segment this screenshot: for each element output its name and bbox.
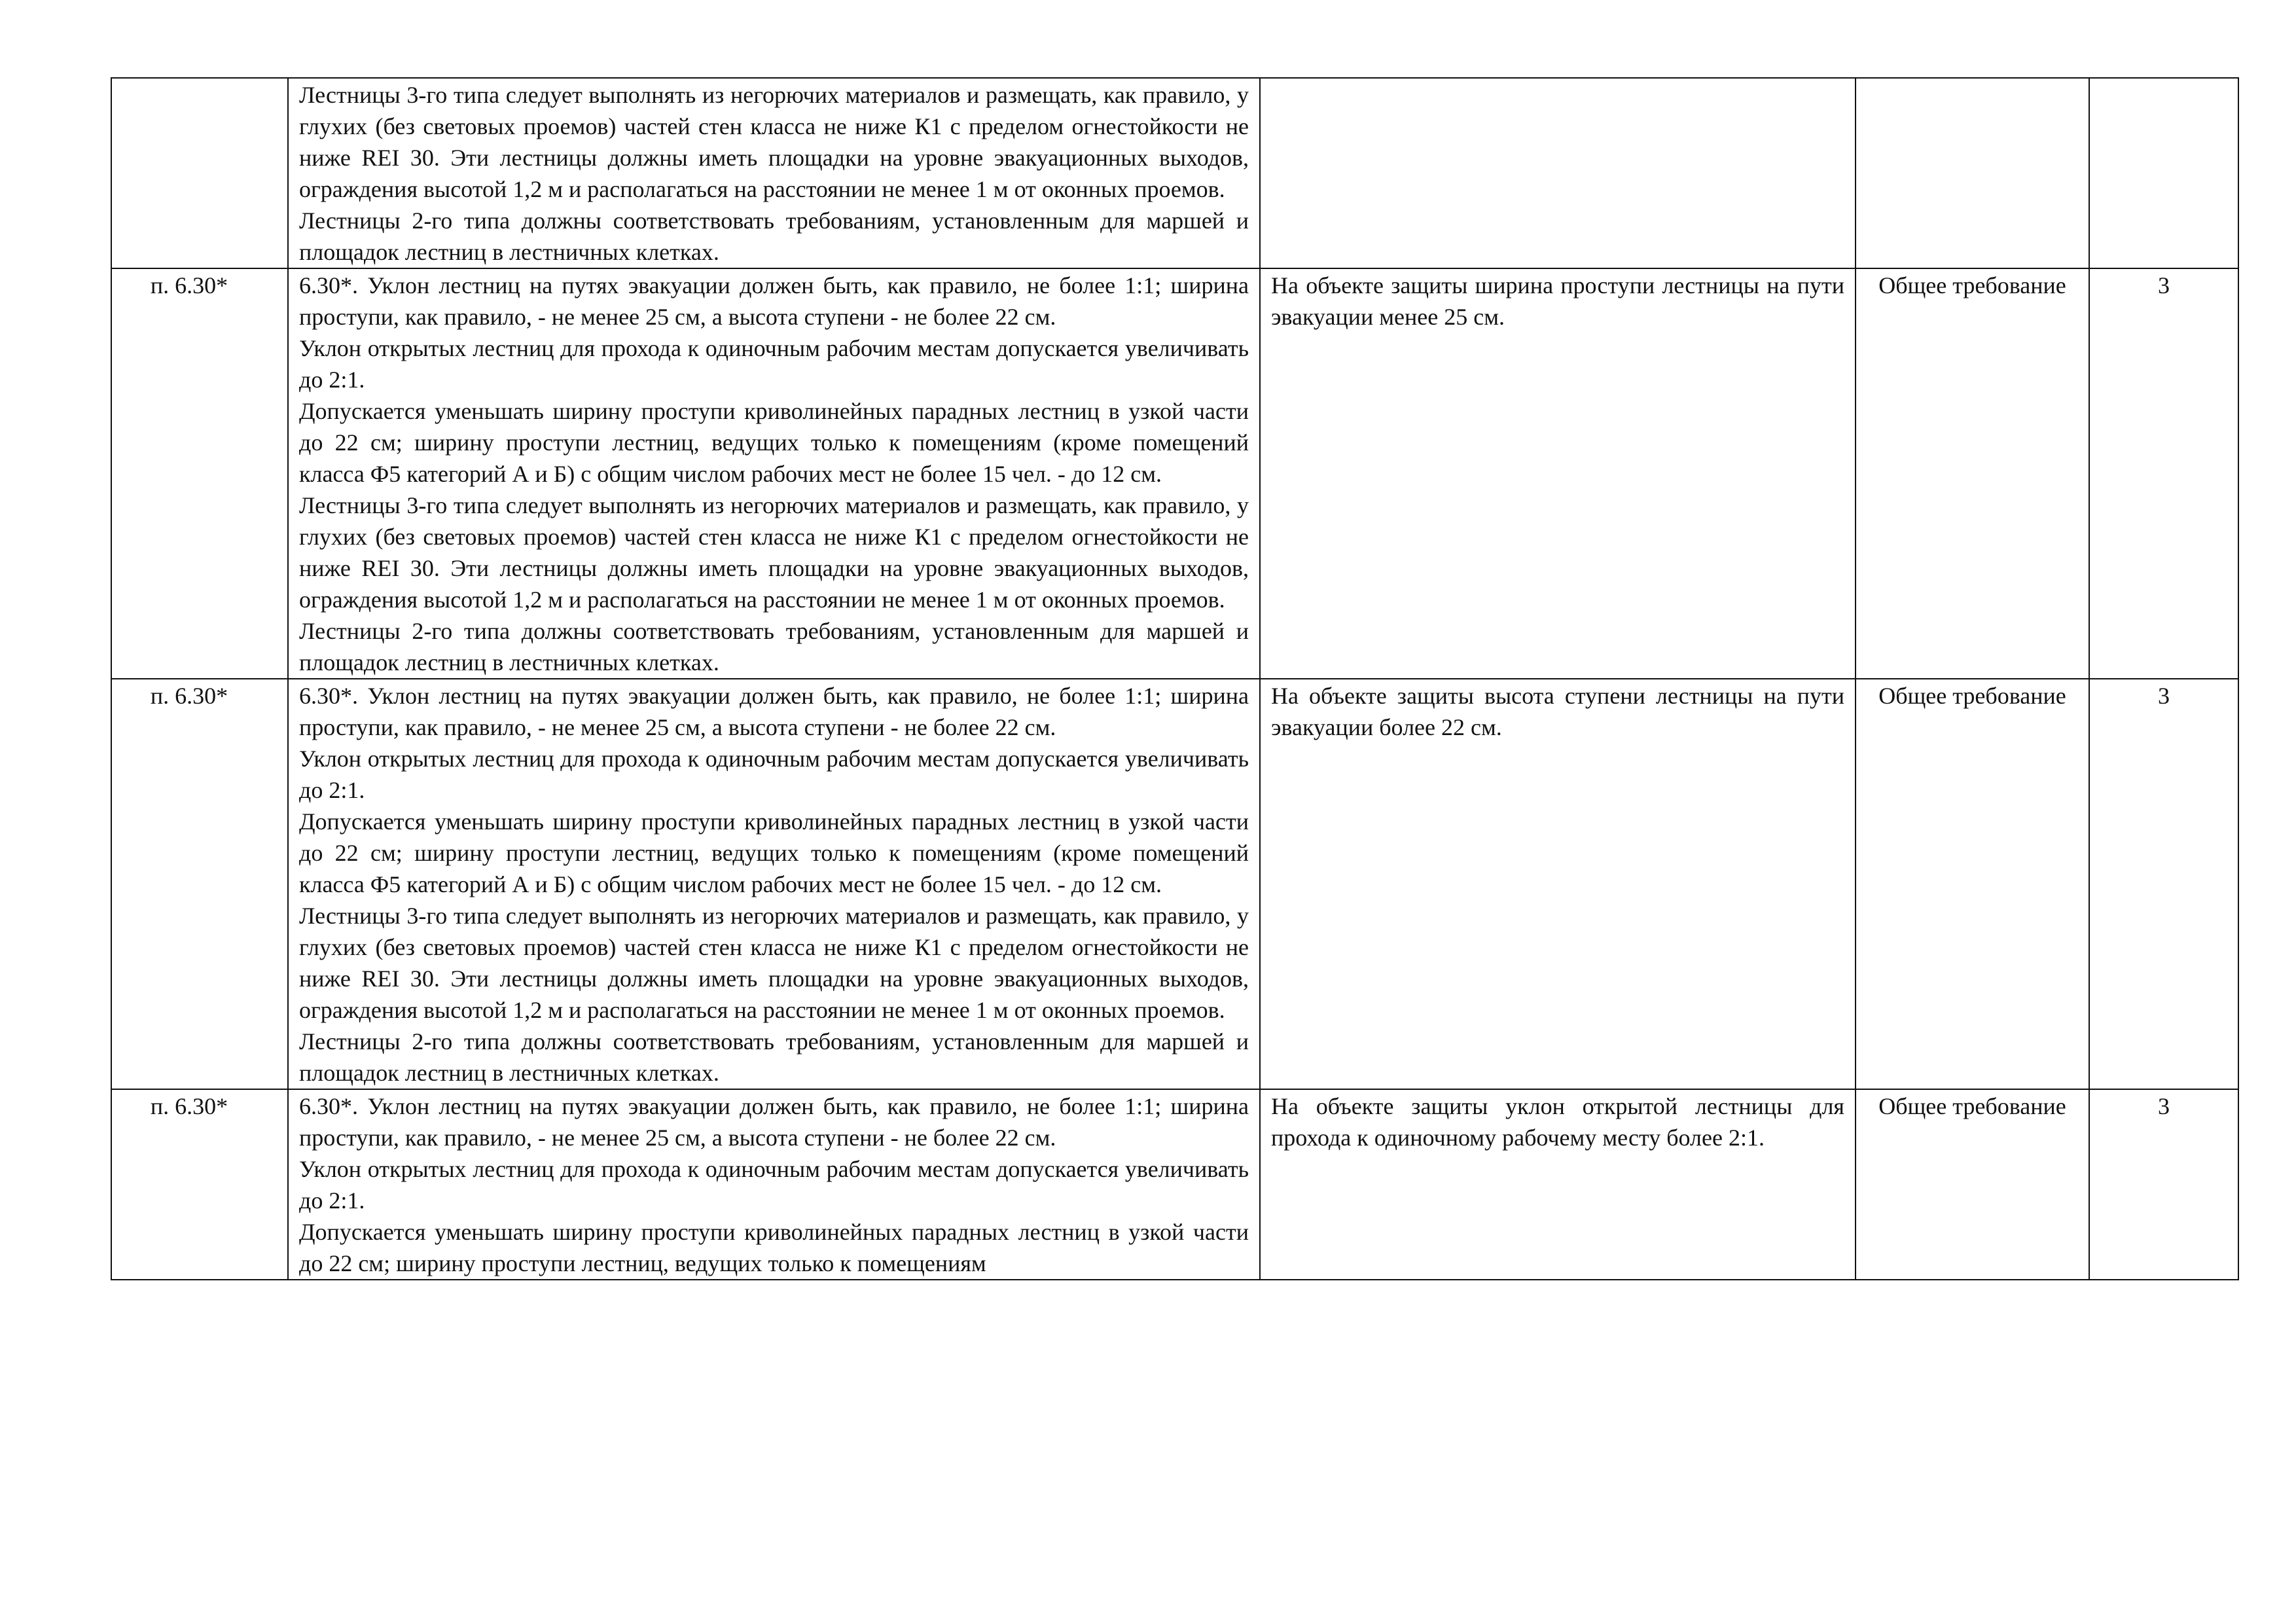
requirement-type-cell (1856, 78, 2089, 268)
clause-number-cell (111, 78, 288, 268)
requirement-type-cell: Общее требование (1856, 679, 2089, 1089)
violation-cell (1260, 78, 1856, 268)
requirement-text-cell (288, 268, 1260, 679)
violation-cell: На объекте защиты высота ступени лестницы на пути эвакуации более 22 см. (1260, 679, 1856, 1089)
requirement-text-cell (288, 1089, 1260, 1280)
requirement-paragraph: 6.30*. Уклон лестниц на путях эвакуации должен быть, как правило, не более 1:1; ширина проступи, как правило, - не менее 25 см, а высота ступени - не более 22 см. (299, 683, 1249, 740)
violation-cell: На объекте защиты уклон открытой лестницы для прохода к одиночному рабочему месту более 2:1. (1260, 1089, 1856, 1280)
table-row (111, 78, 2238, 268)
requirement-paragraph: Лестницы 3-го типа следует выполнять из негорючих материалов и размещать, как правило, у глухих (без световых проемов) частей стен класса не ниже К1 с пределом огнестойкости не ниже REI 30. Эти лестницы должны иметь площадки на уровне эвакуационных выходов, ограждения высотой 1,2 м и располагаться на расстоянии не менее 1 м от оконных проемов. (299, 903, 1249, 1023)
violation-cell: На объекте защиты ширина проступи лестницы на пути эвакуации менее 25 см. (1260, 268, 1856, 679)
table-row (111, 268, 2238, 679)
table-row (111, 679, 2238, 1089)
clause-number-cell: п. 6.30* (111, 679, 288, 1089)
requirement-paragraph: Допускается уменьшать ширину проступи криволинейных парадных лестниц в узкой части до 22 см; ширину проступи лестниц, ведущих только к помещениям (299, 1219, 1249, 1276)
requirement-paragraph: Допускается уменьшать ширину проступи криволинейных парадных лестниц в узкой части до 22 см; ширину проступи лестниц, ведущих только к помещениям (кроме помещений класса Ф5 категорий А и Б) с общим числом рабочих мест не более 15 чел. - до 12 см. (299, 808, 1249, 897)
requirement-text-cell (288, 679, 1260, 1089)
requirement-paragraph: Лестницы 2-го типа должны соответствовать требованиям, установленным для маршей и площадок лестниц в лестничных клетках. (299, 618, 1249, 676)
requirement-paragraph: Лестницы 2-го типа должны соответствовать требованиям, установленным для маршей и площадок лестниц в лестничных клетках. (299, 208, 1249, 265)
category-cell: 3 (2089, 679, 2238, 1089)
requirement-paragraph: 6.30*. Уклон лестниц на путях эвакуации должен быть, как правило, не более 1:1; ширина проступи, как правило, - не менее 25 см, а высота ступени - не более 22 см. (299, 1093, 1249, 1151)
category-cell: 3 (2089, 1089, 2238, 1280)
requirement-paragraph: Лестницы 3-го типа следует выполнять из негорючих материалов и размещать, как правило, у глухих (без световых проемов) частей стен класса не ниже К1 с пределом огнестойкости не ниже REI 30. Эти лестницы должны иметь площадки на уровне эвакуационных выходов, ограждения высотой 1,2 м и располагаться на расстоянии не менее 1 м от оконных проемов. (299, 82, 1249, 202)
clause-number-cell: п. 6.30* (111, 268, 288, 679)
requirement-paragraph: Лестницы 2-го типа должны соответствовать требованиям, установленным для маршей и площадок лестниц в лестничных клетках. (299, 1028, 1249, 1086)
clause-number-cell: п. 6.30* (111, 1089, 288, 1280)
category-cell (2089, 78, 2238, 268)
requirement-paragraph: Уклон открытых лестниц для прохода к одиночным рабочим местам допускается увеличивать до 2:1. (299, 335, 1249, 393)
requirement-paragraph: Лестницы 3-го типа следует выполнять из негорючих материалов и размещать, как правило, у глухих (без световых проемов) частей стен класса не ниже К1 с пределом огнестойкости не ниже REI 30. Эти лестницы должны иметь площадки на уровне эвакуационных выходов, ограждения высотой 1,2 м и располагаться на расстоянии не менее 1 м от оконных проемов. (299, 492, 1249, 613)
requirements-table (111, 77, 2239, 1280)
requirement-paragraph: Допускается уменьшать ширину проступи криволинейных парадных лестниц в узкой части до 22 см; ширину проступи лестниц, ведущих только к помещениям (кроме помещений класса Ф5 категорий А и Б) с общим числом рабочих мест не более 15 чел. - до 12 см. (299, 398, 1249, 487)
requirement-paragraph: Уклон открытых лестниц для прохода к одиночным рабочим местам допускается увеличивать до 2:1. (299, 746, 1249, 803)
category-cell: 3 (2089, 268, 2238, 679)
requirement-text-cell (288, 78, 1260, 268)
document-page (111, 77, 2238, 1280)
requirement-type-cell: Общее требование (1856, 1089, 2089, 1280)
requirement-type-cell: Общее требование (1856, 268, 2089, 679)
table-row (111, 1089, 2238, 1280)
requirement-paragraph: Уклон открытых лестниц для прохода к одиночным рабочим местам допускается увеличивать до 2:1. (299, 1156, 1249, 1214)
requirement-paragraph: 6.30*. Уклон лестниц на путях эвакуации должен быть, как правило, не более 1:1; ширина проступи, как правило, - не менее 25 см, а высота ступени - не более 22 см. (299, 272, 1249, 330)
